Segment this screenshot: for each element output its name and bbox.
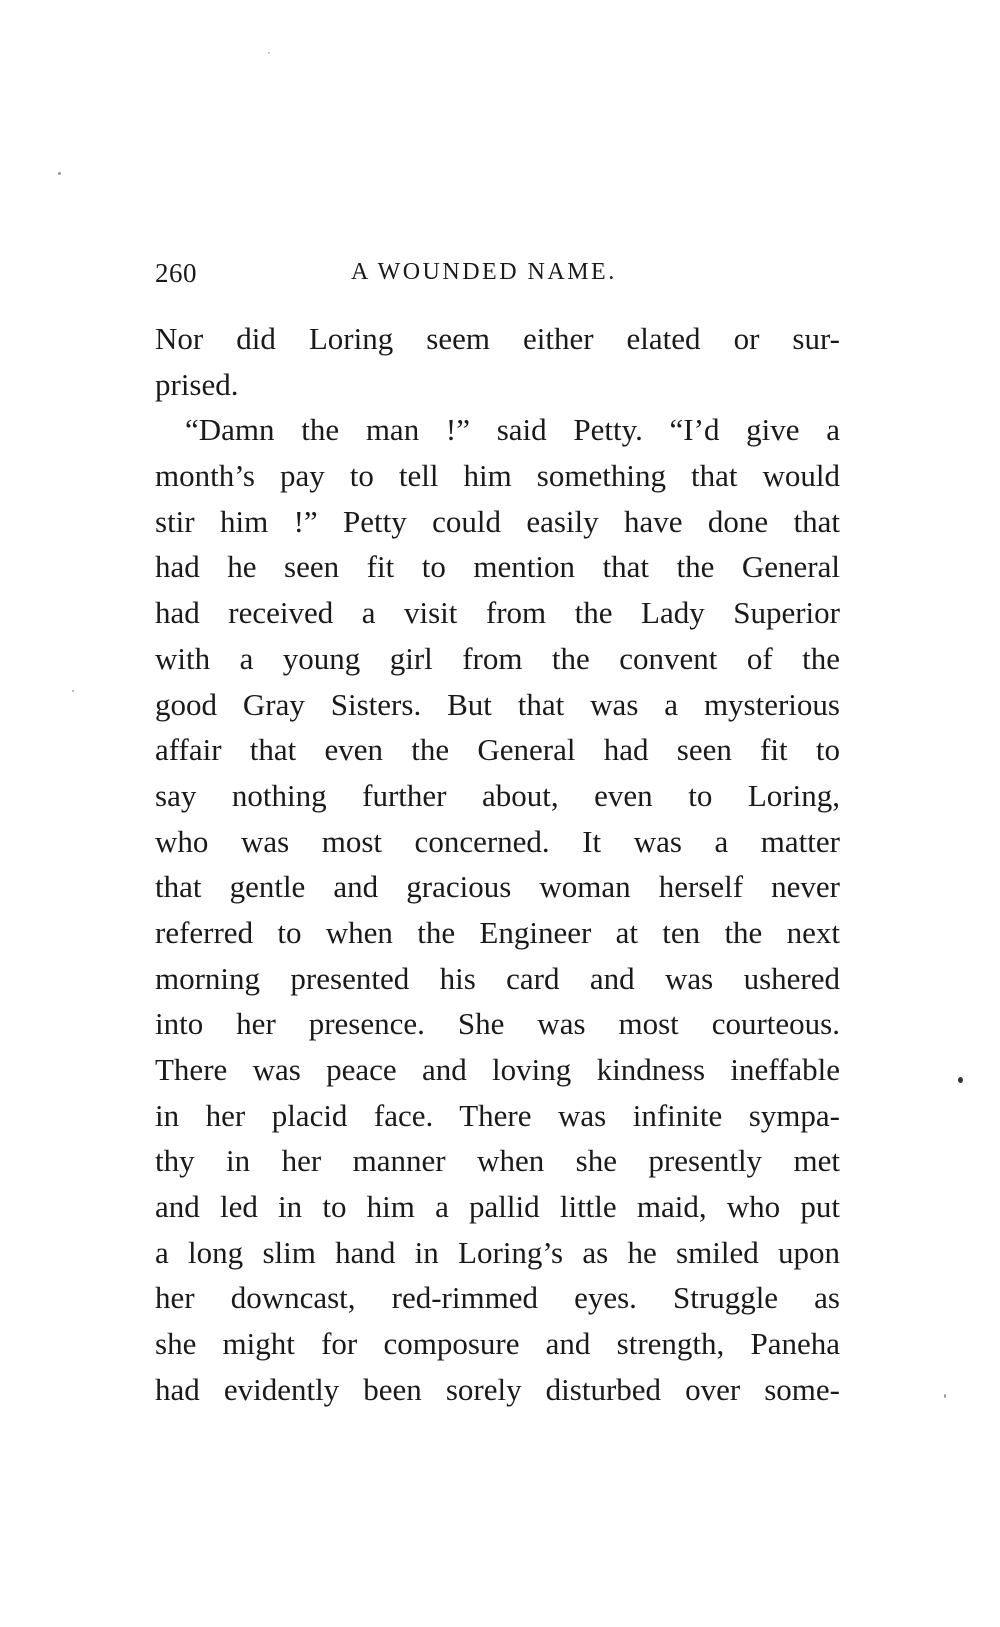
text-line: thy in her manner when she presently met [155, 1143, 840, 1179]
text-line: and led in to him a pallid little maid, who put [155, 1189, 840, 1225]
scan-speck [944, 1394, 946, 1398]
text-line: Nor did Loring seem either elated or sur- [155, 321, 840, 356]
scan-speck [58, 172, 61, 175]
text-line: referred to when the Engineer at ten the next [155, 914, 840, 950]
text-line: her downcast, red-rimmed eyes. Struggle as [155, 1280, 840, 1316]
scan-speck [268, 52, 270, 54]
text-line: who was most concerned. It was a matter [155, 823, 840, 859]
text-line: prised. [155, 366, 239, 402]
text-line: affair that even the General had seen fit to [155, 732, 840, 768]
text-line: in her placid face. There was infinite sympa- [155, 1097, 840, 1133]
page-number: 260 [155, 258, 197, 288]
text-line: into her presence. She was most courteous. [155, 1006, 840, 1042]
body-text [155, 316, 840, 1413]
text-line: month’s pay to tell him something that would [155, 458, 840, 494]
running-head [155, 258, 840, 298]
text-line: had received a visit from the Lady Superior [155, 595, 840, 631]
text-line: that gentle and gracious woman herself never [155, 869, 840, 905]
text-line: a long slim hand in Loring’s as he smiled upon [155, 1234, 840, 1270]
text-line: say nothing further about, even to Loring, [155, 777, 840, 813]
text-line: good Gray Sisters. But that was a mysterious [155, 686, 840, 722]
book-title: A WOUNDED NAME. [351, 259, 617, 285]
text-line: with a young girl from the convent of the [155, 640, 840, 676]
text-line: stir him !” Petty could easily have done that [155, 503, 840, 539]
text-line: had evidently been sorely disturbed over some- [155, 1371, 840, 1407]
scan-speck [72, 690, 74, 692]
text-line: There was peace and loving kindness ineffable [155, 1052, 840, 1087]
text-line: she might for composure and strength, Paneha [155, 1326, 840, 1362]
text-line: had he seen fit to mention that the General [155, 549, 840, 585]
text-line: morning presented his card and was ushered [155, 960, 840, 996]
scan-speck [958, 1077, 963, 1083]
text-line: “Damn the man !” said Petty. “I’d give a [185, 412, 840, 448]
